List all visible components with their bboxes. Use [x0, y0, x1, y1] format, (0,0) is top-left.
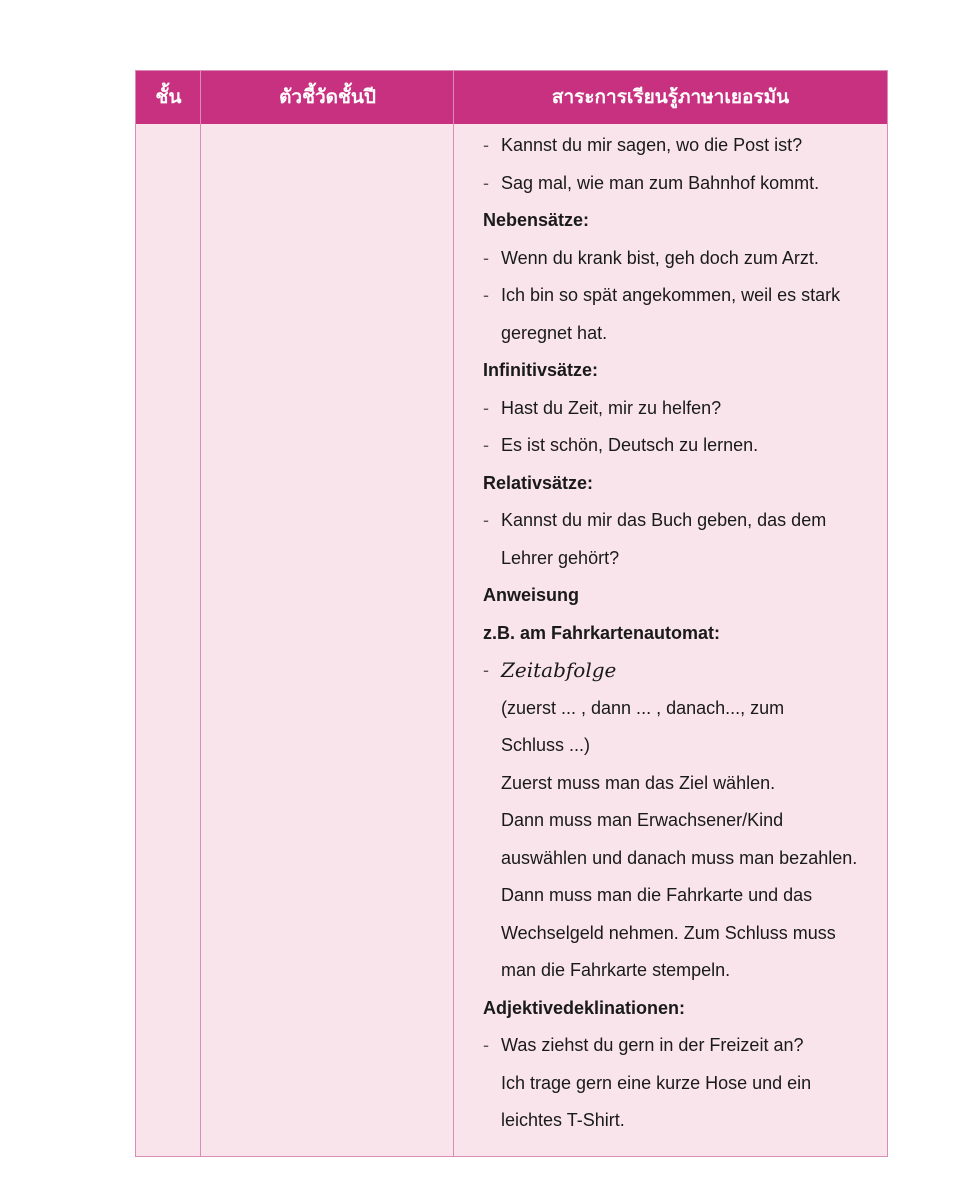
bullet-dash: -: [483, 172, 489, 193]
section-heading-text: Adjektivedeklinationen:: [483, 997, 686, 1018]
column-divider: [453, 71, 454, 1156]
list-item-text: Dann muss man Erwachsener/Kind: [501, 810, 784, 830]
bullet-dash: -: [483, 135, 489, 155]
list-item-text: Wenn du krank bist, geh doch zum Arzt.: [501, 247, 819, 268]
curriculum-table: [135, 70, 888, 1157]
header-indicators: ตัวชี้วัดชั้นปี: [279, 87, 376, 108]
list-item-text: Zuerst muss man das Ziel wählen.: [501, 772, 776, 793]
section-heading-text: Infinitivsätze:: [483, 360, 599, 380]
section-heading-text: Nebensätze:: [483, 210, 590, 230]
list-item-text: Schluss ...): [501, 735, 591, 755]
list-item: [483, 315, 883, 353]
list-item-text: Es ist schön, Deutsch zu lernen.: [501, 435, 759, 455]
list-item: [483, 390, 883, 428]
list-item: [483, 802, 883, 840]
section-heading: [483, 990, 883, 1028]
list-item-text: Kannst du mir sagen, wo die Post ist?: [501, 135, 803, 155]
list-item-text: Ich trage gern eine kurze Hose und ein: [501, 1072, 812, 1093]
list-item: [483, 727, 883, 765]
list-item: [483, 427, 883, 465]
section-heading: [483, 577, 883, 615]
bullet-dash: -: [483, 1035, 489, 1055]
list-item-text: Lehrer gehört?: [501, 547, 620, 568]
header-learning-content: สาระการเรียนรู้ภาษาเยอรมัน: [551, 87, 790, 108]
section-heading: [483, 202, 883, 240]
list-item-text: Kannst du mir das Buch geben, das dem: [501, 510, 827, 530]
list-item-text: Zeitabfolge: [501, 658, 617, 682]
bullet-dash: -: [483, 660, 489, 680]
section-heading-text: Anweisung: [483, 585, 580, 605]
section-heading-text: z.B. am Fahrkartenautomat:: [483, 622, 721, 643]
table-header-row: [136, 71, 887, 124]
list-item-text: leichtes T-Shirt.: [501, 1110, 625, 1130]
list-item-text: Hast du Zeit, mir zu helfen?: [501, 397, 722, 418]
section-heading: [483, 615, 883, 653]
learning-content-cell: [483, 127, 883, 1140]
list-item: [483, 240, 883, 278]
list-item-text: Wechselgeld nehmen. Zum Schluss muss: [501, 922, 836, 943]
bullet-dash: -: [483, 435, 489, 455]
list-item: [483, 877, 883, 915]
list-item: [483, 502, 883, 540]
list-item: [483, 690, 883, 728]
bullet-dash: -: [483, 397, 489, 418]
section-heading-text: Relativsätze:: [483, 472, 594, 493]
bullet-dash: -: [483, 285, 489, 305]
list-item: [483, 127, 883, 165]
list-item: [483, 1065, 883, 1103]
list-item-text: auswählen und danach muss man bezahlen.: [501, 847, 858, 868]
list-item-text: man die Fahrkarte stempeln.: [501, 960, 731, 980]
list-item: [483, 952, 883, 990]
list-item: [483, 1102, 883, 1140]
bullet-dash: -: [483, 510, 489, 530]
list-item: [483, 765, 883, 803]
list-item: [483, 652, 883, 690]
column-divider: [200, 71, 201, 1156]
list-item: [483, 1027, 883, 1065]
list-item-text: Dann muss man die Fahrkarte und das: [501, 885, 813, 905]
list-item: [483, 840, 883, 878]
list-item-text: geregnet hat.: [501, 322, 608, 343]
section-heading: [483, 352, 883, 390]
list-item-text: (zuerst ... , dann ... , danach..., zum: [501, 697, 785, 718]
list-item: [483, 277, 883, 315]
list-item: [483, 540, 883, 578]
list-item: [483, 915, 883, 953]
section-heading: [483, 465, 883, 503]
list-item: [483, 165, 883, 203]
header-grade: ชั้น: [155, 87, 182, 108]
list-item-text: Ich bin so spät angekommen, weil es stark: [501, 285, 841, 305]
bullet-dash: -: [483, 247, 489, 268]
list-item-text: Sag mal, wie man zum Bahnhof kommt.: [501, 172, 820, 193]
list-item-text: Was ziehst du gern in der Freizeit an?: [501, 1035, 804, 1055]
